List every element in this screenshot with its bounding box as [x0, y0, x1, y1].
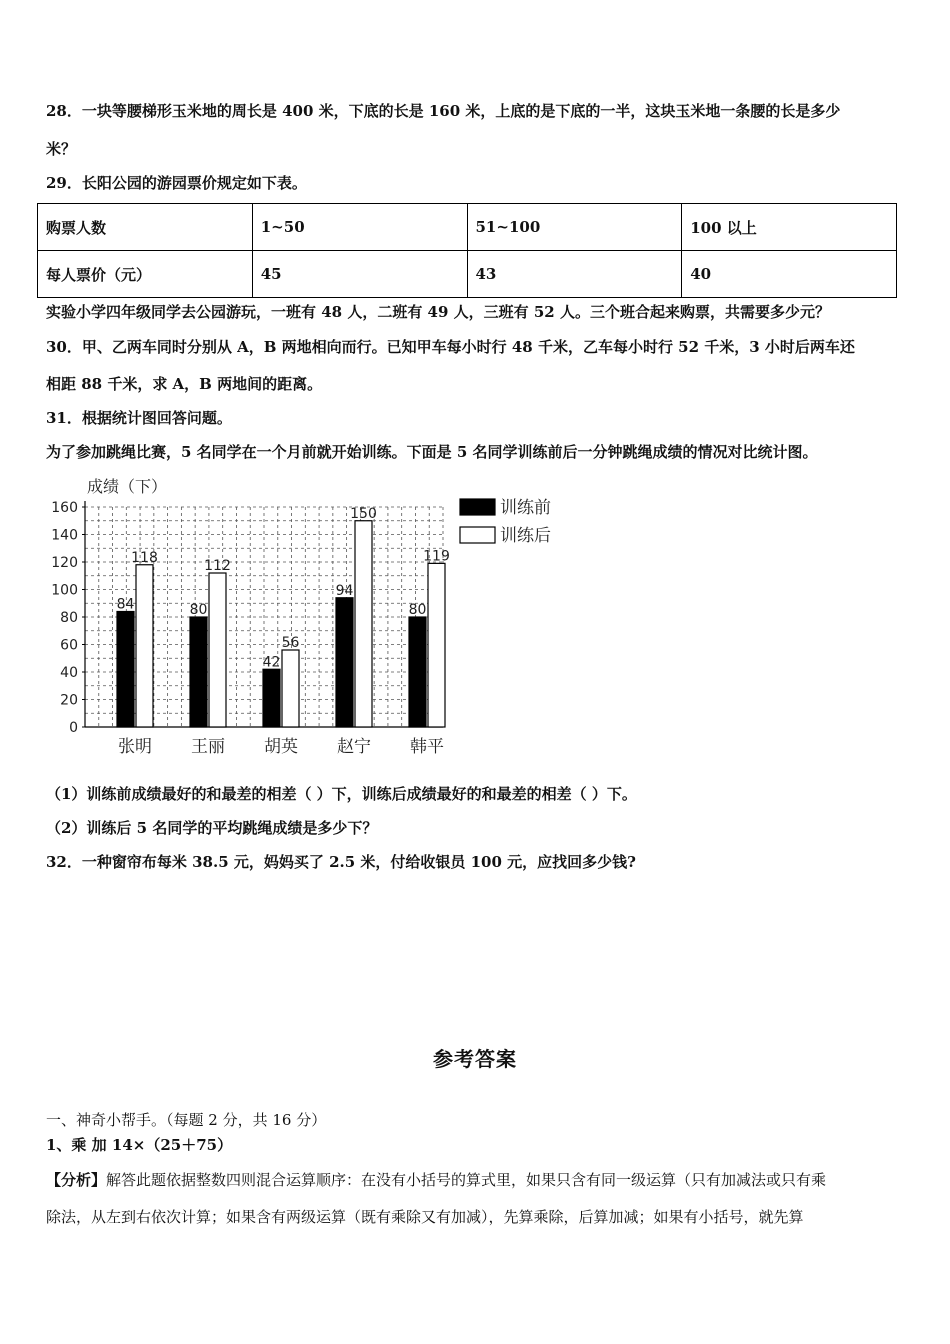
- answers-section1: 一、神奇小帮手。（每题 2 分，共 16 分）: [46, 1111, 327, 1129]
- q30-line2: 相距 88 千米，求 A，B 两地间的距离。: [46, 375, 323, 393]
- chart-svg: [40, 470, 580, 770]
- q31-sub1: （1）训练前成绩最好的和最差的相差（ ）下，训练后成绩最好的和最差的相差（ ）下。: [46, 785, 637, 803]
- bar-value-label: 119: [423, 548, 450, 565]
- bar-before: [117, 612, 134, 728]
- y-tick-label: 140: [51, 527, 78, 544]
- table-cell: 51~100: [467, 204, 682, 251]
- bar-value-label: 42: [262, 654, 281, 671]
- x-category-label: 韩平: [410, 737, 444, 757]
- bar-value-label: 94: [335, 582, 354, 599]
- bar-after: [209, 573, 226, 727]
- q31-sub2: （2）训练后 5 名同学的平均跳绳成绩是多少下？: [46, 819, 378, 837]
- jump-rope-chart: [40, 470, 580, 770]
- y-tick-label: 20: [60, 692, 78, 709]
- q28-line2: 米？: [46, 140, 77, 158]
- bar-value-label: 80: [189, 602, 208, 618]
- q29-intro: 29．长阳公园的游园票价规定如下表。: [46, 174, 307, 192]
- answers-title: 参考答案: [433, 1047, 517, 1071]
- analysis-tag: 【分析】: [46, 1171, 107, 1189]
- bar-after: [282, 650, 299, 727]
- q30-line1: 30．甲、乙两车同时分别从 A，B 两地相向而行。已知甲车每小时行 48 千米，乙车每小时行 52 千米，3 小时后两车还: [46, 338, 855, 356]
- y-tick-label: 0: [69, 720, 78, 736]
- x-category-label: 赵宁: [337, 737, 371, 757]
- analysis-line2: 除法，从左到右依次计算；如果含有两级运算（既有乘除又有加减），先算乘除，后算加减；如果有小括号，就先算: [46, 1208, 804, 1226]
- q28-line1: 28．一块等腰梯形玉米地的周长是 400 米，下底的长是 160 米，上底的是下底的一半，这块玉米地一条腰的长是多少: [46, 102, 841, 120]
- table-row: [38, 204, 897, 251]
- y-tick-label: 120: [51, 555, 78, 571]
- analysis-text: 解答此题依据整数四则混合运算顺序：在没有小括号的算式里，如果只含有同一级运算（只有加减法或只有乘: [106, 1171, 827, 1189]
- bar-value-label: 150: [350, 505, 377, 522]
- legend-swatch: [460, 499, 495, 515]
- y-tick-label: 160: [51, 500, 78, 516]
- bar-value-label: 112: [204, 558, 231, 574]
- legend-label: 训练前: [500, 498, 551, 518]
- bar-value-label: 118: [131, 549, 158, 566]
- y-axis-label: 成绩（下）: [87, 477, 168, 496]
- y-tick-label: 80: [60, 610, 78, 626]
- legend-swatch: [460, 527, 495, 543]
- bar-value-label: 84: [116, 596, 135, 613]
- table-cell: 每人票价（元）: [38, 251, 253, 298]
- legend-label: 训练后: [500, 526, 551, 546]
- q32-text: 32．一种窗帘布每米 38.5 元，妈妈买了 2.5 米，付给收银员 100 元，应找回多少钱?: [46, 853, 636, 871]
- table-cell: 1~50: [252, 204, 467, 251]
- table-cell: 购票人数: [38, 204, 253, 251]
- ticket-price-table: [37, 203, 897, 298]
- table-cell: 100 以上: [682, 204, 897, 251]
- bar-before: [190, 617, 207, 727]
- bar-after: [428, 563, 445, 727]
- table-row: [38, 251, 897, 298]
- bar-before: [336, 598, 353, 727]
- answer-1: 1、乘 加 14×（25＋75）: [46, 1136, 233, 1154]
- x-category-label: 张明: [118, 737, 152, 757]
- y-tick-label: 100: [51, 582, 78, 599]
- bar-value-label: 56: [281, 635, 300, 651]
- bar-value-label: 80: [408, 602, 427, 618]
- bar-after: [355, 521, 372, 727]
- bar-before: [409, 617, 426, 727]
- q31-context: 为了参加跳绳比赛，5 名同学在一个月前就开始训练。下面是 5 名同学训练前后一分钟跳绳成绩的情况对比统计图。: [46, 443, 818, 461]
- table-cell: 43: [467, 251, 682, 298]
- y-tick-label: 60: [60, 637, 78, 654]
- analysis-line1: [46, 1170, 826, 1190]
- table-cell: 40: [682, 251, 897, 298]
- table-cell: 45: [252, 251, 467, 298]
- x-category-label: 王丽: [191, 737, 225, 757]
- q31-intro: 31．根据统计图回答问题。: [46, 409, 232, 427]
- q29-question: 实验小学四年级同学去公园游玩，一班有 48 人，二班有 49 人，三班有 52 人。三个班合起来购票，共需要多少元？: [46, 303, 830, 321]
- bar-after: [136, 565, 153, 727]
- y-tick-label: 40: [60, 665, 78, 681]
- bar-before: [263, 669, 280, 727]
- x-category-label: 胡英: [264, 737, 298, 757]
